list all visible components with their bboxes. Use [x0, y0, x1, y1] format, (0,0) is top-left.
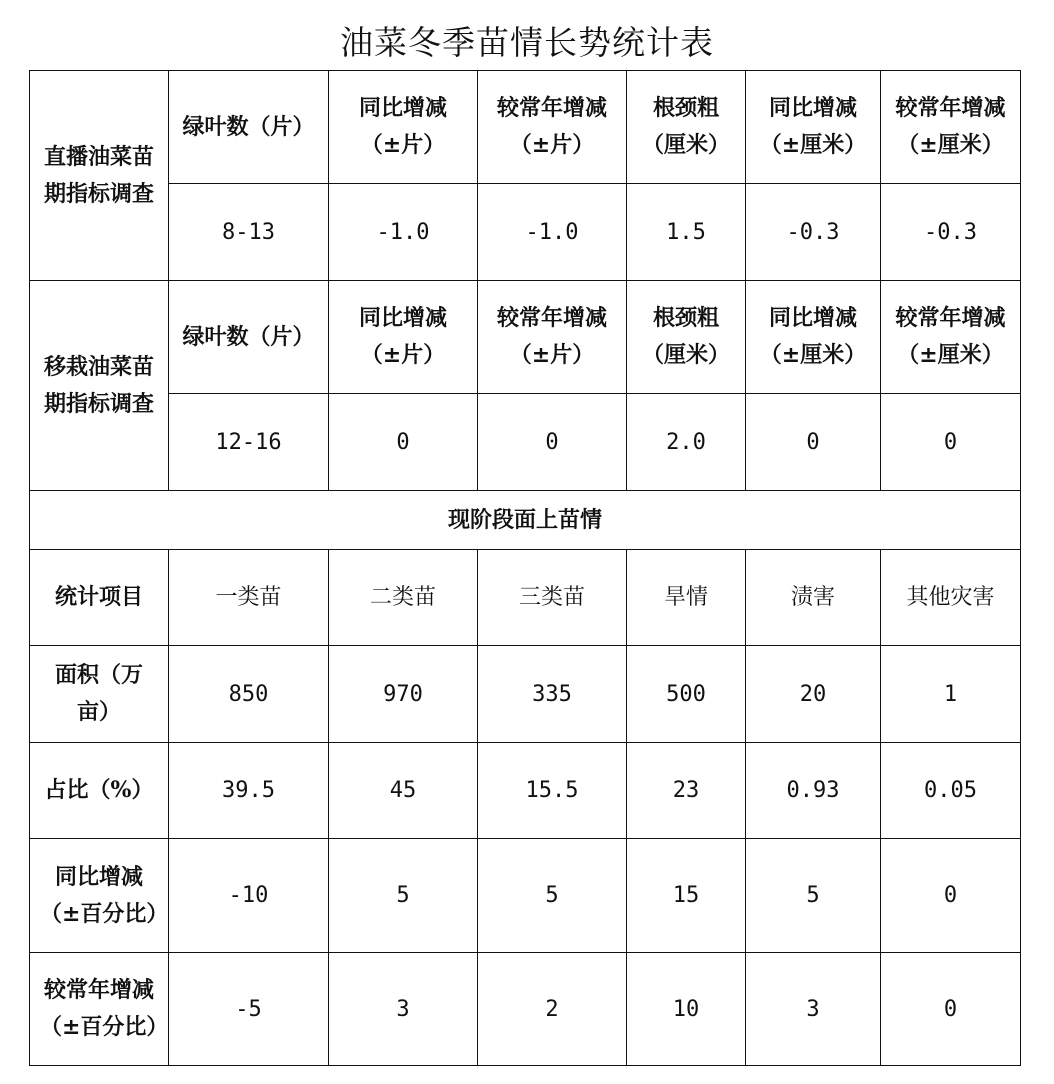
header-leaf-yoy: 同比增减（±片）	[329, 71, 478, 184]
header-leaf-vs-normal: 较常年增减（±片）	[478, 281, 627, 394]
transplanted-value-row	[30, 394, 1021, 491]
table-cell: -1.0	[478, 184, 627, 281]
table-cell: 23	[627, 743, 746, 839]
table-cell: 0	[329, 394, 478, 491]
header-root-yoy: 同比增减（±厘米）	[746, 281, 881, 394]
table-cell: 10	[627, 953, 746, 1066]
header-root-neck: 根颈粗（厘米）	[627, 281, 746, 394]
table-cell: -5	[169, 953, 329, 1066]
table-cell: 45	[329, 743, 478, 839]
table-cell: 5	[329, 839, 478, 953]
table-cell: 2.0	[627, 394, 746, 491]
direct-seeding-header-row	[30, 71, 1021, 184]
direct-seeding-value-row	[30, 184, 1021, 281]
current-stage-header-row	[30, 550, 1021, 646]
header-root-neck: 根颈粗（厘米）	[627, 71, 746, 184]
table-cell: 0	[881, 839, 1021, 953]
table-cell: 20	[746, 646, 881, 743]
row-label: 面积（万亩）	[30, 646, 169, 743]
table-cell: 970	[329, 646, 478, 743]
column-header: 旱情	[627, 550, 746, 646]
stat-item-header: 统计项目	[30, 550, 169, 646]
page-title: 油菜冬季苗情长势统计表	[340, 23, 714, 62]
table-cell: 0	[881, 394, 1021, 491]
table-cell: 1.5	[627, 184, 746, 281]
section-title: 现阶段面上苗情	[30, 491, 1021, 550]
column-header: 二类苗	[329, 550, 478, 646]
table-row	[30, 839, 1021, 953]
header-root-vs-normal: 较常年增减（±厘米）	[881, 71, 1021, 184]
table-cell: 500	[627, 646, 746, 743]
table-row	[30, 953, 1021, 1066]
header-root-yoy: 同比增减（±厘米）	[746, 71, 881, 184]
table-cell: 39.5	[169, 743, 329, 839]
table-cell: 5	[746, 839, 881, 953]
header-leaf-count: 绿叶数（片）	[169, 71, 329, 184]
column-header: 一类苗	[169, 550, 329, 646]
direct-seeding-label: 直播油菜苗期指标调查	[30, 71, 169, 281]
header-leaf-count: 绿叶数（片）	[169, 281, 329, 394]
row-label: 较常年增减（±百分比）	[30, 953, 169, 1066]
table-cell: 0.05	[881, 743, 1021, 839]
table-row	[30, 646, 1021, 743]
table-cell: 8-13	[169, 184, 329, 281]
seedling-stats-table	[29, 70, 1021, 1066]
column-header: 其他灾害	[881, 550, 1021, 646]
table-cell: -0.3	[746, 184, 881, 281]
header-leaf-yoy: 同比增减（±片）	[329, 281, 478, 394]
table-cell: 0	[881, 953, 1021, 1066]
table-cell: 12-16	[169, 394, 329, 491]
row-label: 占比（%）	[30, 743, 169, 839]
header-leaf-vs-normal: 较常年增减（±片）	[478, 71, 627, 184]
table-cell: 3	[746, 953, 881, 1066]
current-stage-section-row	[30, 491, 1021, 550]
transplanted-header-row	[30, 281, 1021, 394]
table-cell: 3	[329, 953, 478, 1066]
table-cell: -0.3	[881, 184, 1021, 281]
table-cell: 0.93	[746, 743, 881, 839]
table-cell: 0	[746, 394, 881, 491]
table-cell: 15.5	[478, 743, 627, 839]
table-cell: -10	[169, 839, 329, 953]
column-header: 三类苗	[478, 550, 627, 646]
header-root-vs-normal: 较常年增减（±厘米）	[881, 281, 1021, 394]
table-cell: 15	[627, 839, 746, 953]
table-cell: -1.0	[329, 184, 478, 281]
table-cell: 335	[478, 646, 627, 743]
table-cell: 850	[169, 646, 329, 743]
table-cell: 2	[478, 953, 627, 1066]
table-cell: 5	[478, 839, 627, 953]
table-row	[30, 743, 1021, 839]
row-label: 同比增减（±百分比）	[30, 839, 169, 953]
table-cell: 1	[881, 646, 1021, 743]
table-cell: 0	[478, 394, 627, 491]
column-header: 渍害	[746, 550, 881, 646]
transplanted-label: 移栽油菜苗期指标调查	[30, 281, 169, 491]
